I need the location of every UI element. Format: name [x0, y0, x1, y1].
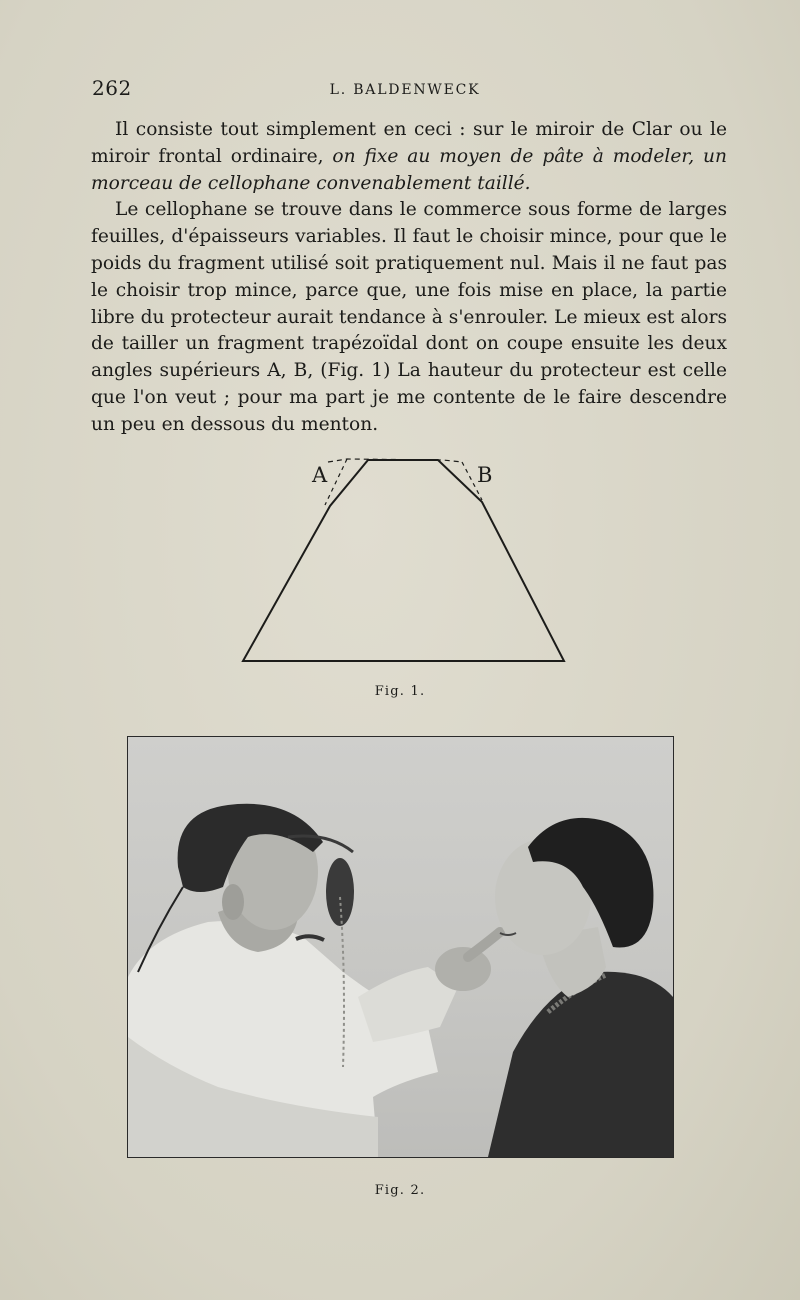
- trapezoid-outline: [243, 460, 564, 661]
- running-head: L. BALDENWECK: [329, 82, 481, 98]
- figure-2-caption: Fig. 2.: [374, 1183, 426, 1198]
- paragraph-2: Le cellophane se trouve dans le commerce sous forme de larges feuilles, d'épaisseurs variables. Il faut le choisir mince, pour que le poids du fragment utilisé soit pratiquement nul. Mais il ne faut pas le choisir trop mince, parce que, une fois mise en place, la partie libre du protecteur aurait tendance à s'enrouler. Le mieux est alors de tailler un fragment trapézoïdal dont on coupe ensuite les deux angles supérieurs A, B, (Fig. 1) La hauteur du protecteur est celle que l'on veut ; pour ma part je me contente de le faire descendre un peu en dessous du menton.: [91, 199, 727, 435]
- head-mirror: [326, 858, 354, 926]
- doctor-moustache: [296, 936, 324, 940]
- photo-illustration: [128, 737, 673, 1157]
- doctor-hand: [435, 947, 491, 991]
- label-b: B: [477, 463, 493, 487]
- figure-2-photograph: [127, 736, 674, 1158]
- paragraph-1-roman: Il consiste tout simplement en ceci : sur le miroir de Clar ou le miroir frontal ordinaire,: [91, 119, 727, 167]
- body-text: [91, 117, 727, 439]
- label-a: A: [312, 463, 328, 487]
- patient-dress: [488, 972, 673, 1157]
- doctor-finger: [468, 932, 500, 957]
- paragraph-1-italic: on fixe au moyen de pâte à modeler, un morceau de cellophane convenablement taillé.: [91, 145, 727, 194]
- paragraph-1: [91, 117, 727, 197]
- figure-1-trapezoid-diagram: [230, 450, 580, 675]
- doctor-ear: [222, 884, 244, 920]
- figure-1-caption: Fig. 1.: [374, 684, 426, 699]
- page-number: 262: [92, 76, 132, 100]
